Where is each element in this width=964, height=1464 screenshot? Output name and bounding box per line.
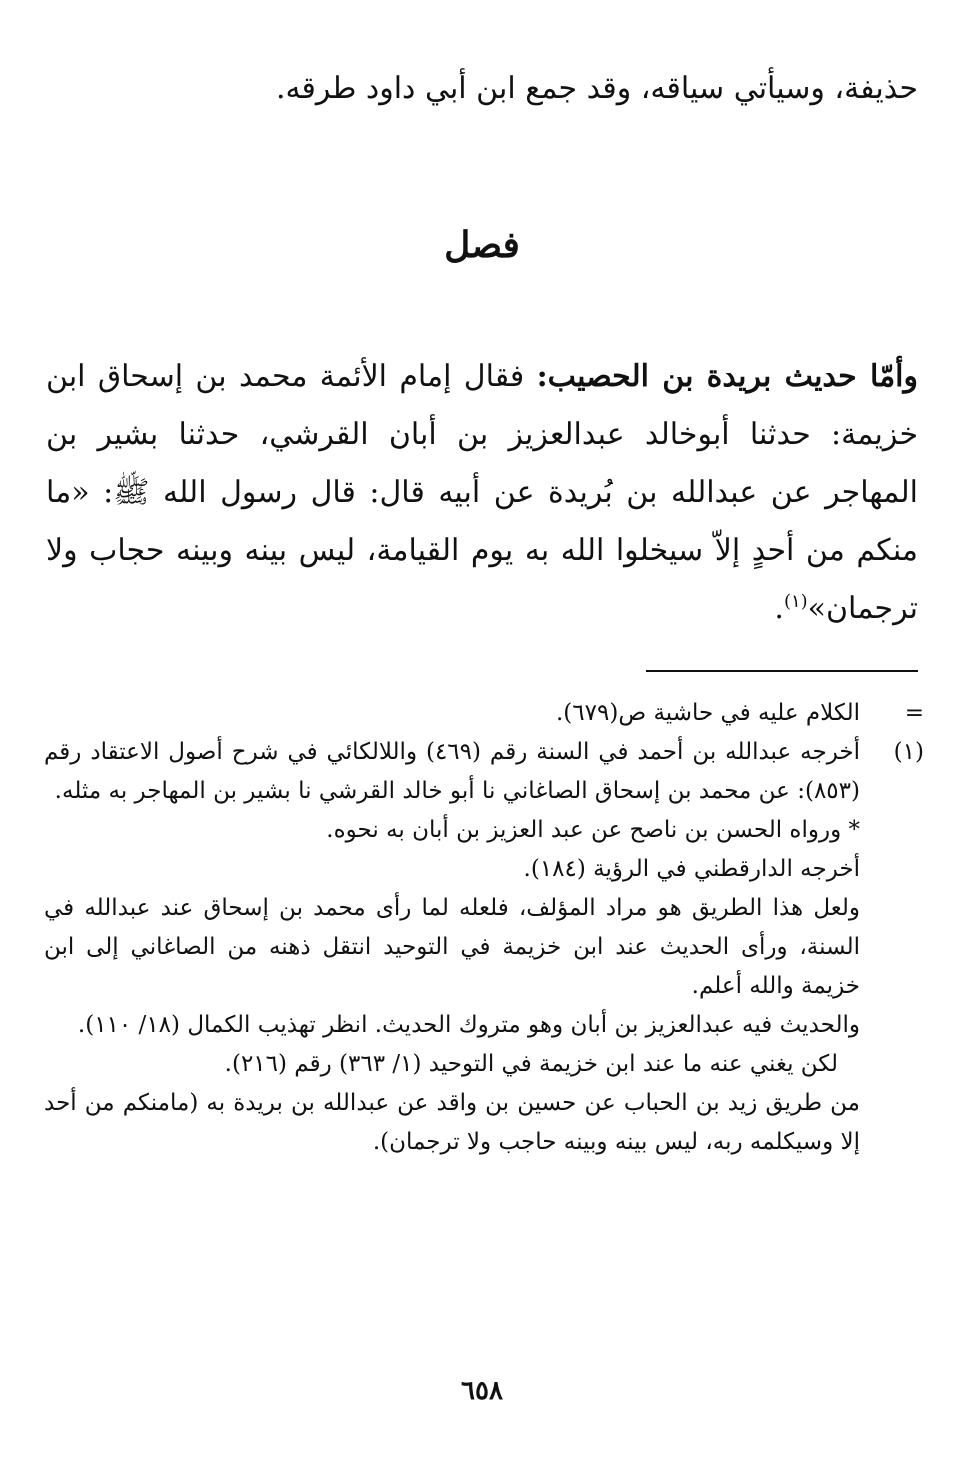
footnote-1-para-7: من طريق زيد بن الحباب عن حسين بن واقد عن عبدالله بن بريدة به (مامنكم من أحد إلا وسيكلمه ربه، ليس بينه وبينه حاجب ولا ترجمان). bbox=[44, 1090, 860, 1155]
footnote-separator bbox=[646, 670, 918, 672]
footnote-1-para-2: * ورواه الحسن بن ناصح عن عبد العزيز بن أبان به نحوه. bbox=[326, 817, 860, 843]
footnote-1 bbox=[44, 733, 924, 1162]
continuation-mark: = bbox=[904, 700, 924, 726]
footnote-1-mark: (١) bbox=[893, 739, 924, 765]
footnotes-area bbox=[44, 694, 924, 1162]
paragraph-body: فقال إمام الأئمة محمد بن إسحاق ابن خزيمة: حدثنا أبوخالد عبدالعزيز بن أبان القرشي، حدثنا بشير بن المهاجر عن عبدالله بن بُريدة عن أبيه قال: قال رسول الله ﷺ: «ما منكم من أحدٍ إلاّ سيخلوا الله به يوم القيامة، ليس بينه وبينه حجاب ولا ترجمان» bbox=[46, 359, 918, 626]
paragraph-end: . bbox=[774, 591, 784, 626]
footnote-1-para-6: لكن يغني عنه ما عند ابن خزيمة في التوحيد (١/ ٣٦٣) رقم (٢١٦). bbox=[224, 1051, 838, 1077]
section-heading: فصل bbox=[444, 224, 520, 266]
footnote-1-para-3: أخرجه الدارقطني في الرؤية (١٨٤). bbox=[523, 856, 860, 882]
footnote-1-para-1: أخرجه عبدالله بن أحمد في السنة رقم (٤٦٩) واللالكائي في شرح أصول الاعتقاد رقم (٨٥٣): عن محمد بن إسحاق الصاغاني نا أبو خالد القرشي نا بشير بن المهاجر به مثله. bbox=[44, 739, 860, 804]
paragraph-lead: وأمّا حديث بريدة بن الحصيب: bbox=[536, 359, 918, 394]
footnote-continuation bbox=[44, 694, 924, 733]
footnote-1-para-5: والحديث فيه عبدالعزيز بن أبان وهو متروك الحديث. انظر تهذيب الكمال (١٨/ ١١٠). bbox=[77, 1012, 860, 1038]
page-number: ٦٥٨ bbox=[461, 1376, 503, 1406]
footnote-1-para-4: ولعل هذا الطريق هو مراد المؤلف، فلعله لما رأى محمد بن إسحاق عند عبدالله في السنة، ورأى الحديث عند ابن خزيمة في التوحيد انتقل ذهنه من الصاغاني إلى ابن خزيمة والله أعلم. bbox=[44, 895, 860, 999]
main-paragraph bbox=[46, 348, 918, 638]
intro-line: حذيفة، وسيأتي سياقه، وقد جمع ابن أبي داود طرقه. bbox=[275, 71, 918, 106]
continuation-text: الكلام عليه في حاشية ص(٦٧٩). bbox=[556, 700, 860, 726]
footnote-reference[interactable]: (١) bbox=[783, 591, 808, 612]
